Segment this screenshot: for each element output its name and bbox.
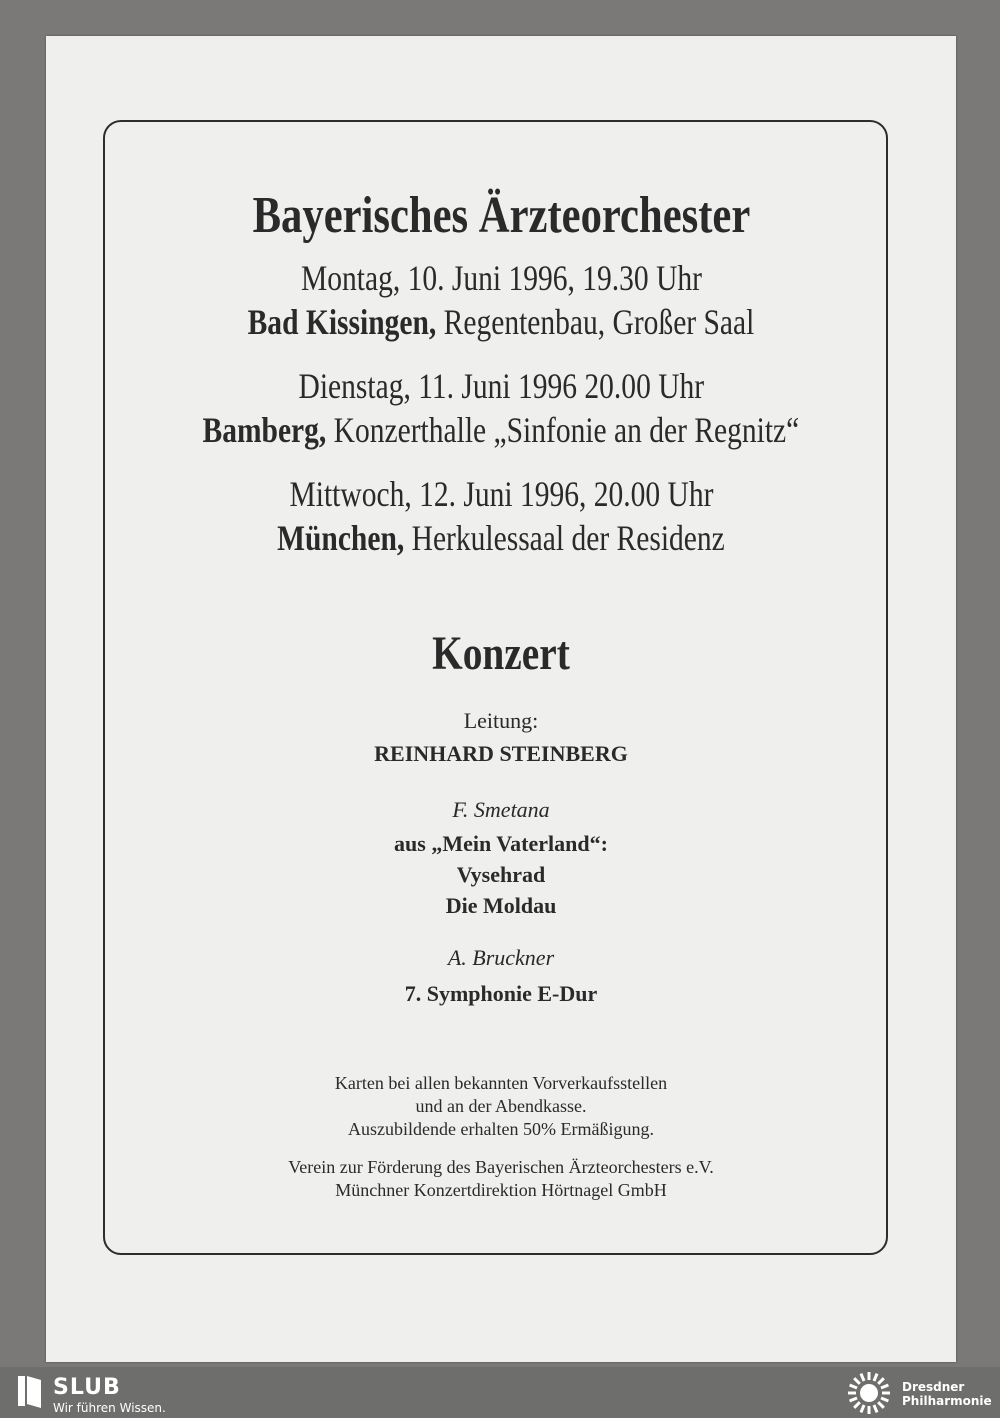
work-2-1: 7. Symphonie E-Dur	[404, 981, 598, 1006]
ticket-info-line-1: Karten bei allen bekannten Vorverkaufsstellen	[334, 1073, 668, 1093]
orchestra-title	[46, 186, 956, 245]
event-2	[46, 364, 956, 452]
program-sheet	[46, 36, 956, 1362]
conductor-label: Leitung:	[463, 708, 539, 733]
event-2-city: Bamberg,	[202, 410, 327, 450]
works-1	[46, 828, 956, 921]
event-1-city: Bad Kissingen,	[247, 302, 437, 342]
work-1-3: Die Moldau	[445, 893, 557, 918]
event-1-date: Montag, 10. Juni 1996, 19.30 Uhr	[300, 258, 702, 298]
philharmonie-name	[902, 1380, 992, 1408]
concert-heading	[46, 626, 956, 681]
ticket-info-line-2: und an der Abendkasse.	[415, 1096, 587, 1116]
slub-book-icon	[17, 1374, 43, 1410]
work-1-2: Vysehrad	[456, 862, 546, 887]
philharmonie-line-1: Dresdner	[902, 1380, 965, 1394]
work-1-1: aus „Mein Vaterland“:	[394, 831, 608, 856]
event-3-city: München,	[277, 518, 405, 558]
concert-heading-text: Konzert	[432, 627, 570, 680]
composer-1: F. Smetana	[452, 797, 550, 822]
event-2-venue: Konzerthalle „Sinfonie an der Regnitz“	[326, 410, 800, 450]
event-1	[46, 256, 956, 344]
organizer-1: Verein zur Förderung des Bayerischen Ärzteorchesters e.V.	[288, 1157, 714, 1177]
orchestra-title-text: Bayerisches Ärzteorchester	[252, 187, 750, 244]
event-3-venue: Herkulessaal der Residenz	[404, 518, 725, 558]
organizer-2: Münchner Konzertdirektion Hörtnagel GmbH	[335, 1180, 667, 1200]
ticket-info-line-3: Auszubildende erhalten 50% Ermäßigung.	[348, 1119, 654, 1139]
philharmonie-line-2: Philharmonie	[902, 1394, 992, 1408]
conductor-name: REINHARD STEINBERG	[374, 741, 628, 766]
composer-2: A. Bruckner	[447, 945, 555, 970]
event-2-date: Dienstag, 11. Juni 1996 20.00 Uhr	[298, 366, 704, 406]
works-2	[46, 978, 956, 1009]
viewer-footer	[0, 1367, 1000, 1418]
ticket-info	[46, 1072, 956, 1141]
slub-name: SLUB	[53, 1375, 121, 1400]
philharmonie-sun-icon	[843, 1371, 895, 1415]
event-3	[46, 472, 956, 560]
event-3-date: Mittwoch, 12. Juni 1996, 20.00 Uhr	[289, 474, 713, 514]
slub-tagline: Wir führen Wissen.	[53, 1401, 166, 1415]
event-1-venue: Regentenbau, Großer Saal	[436, 302, 755, 342]
organizers	[46, 1156, 956, 1202]
